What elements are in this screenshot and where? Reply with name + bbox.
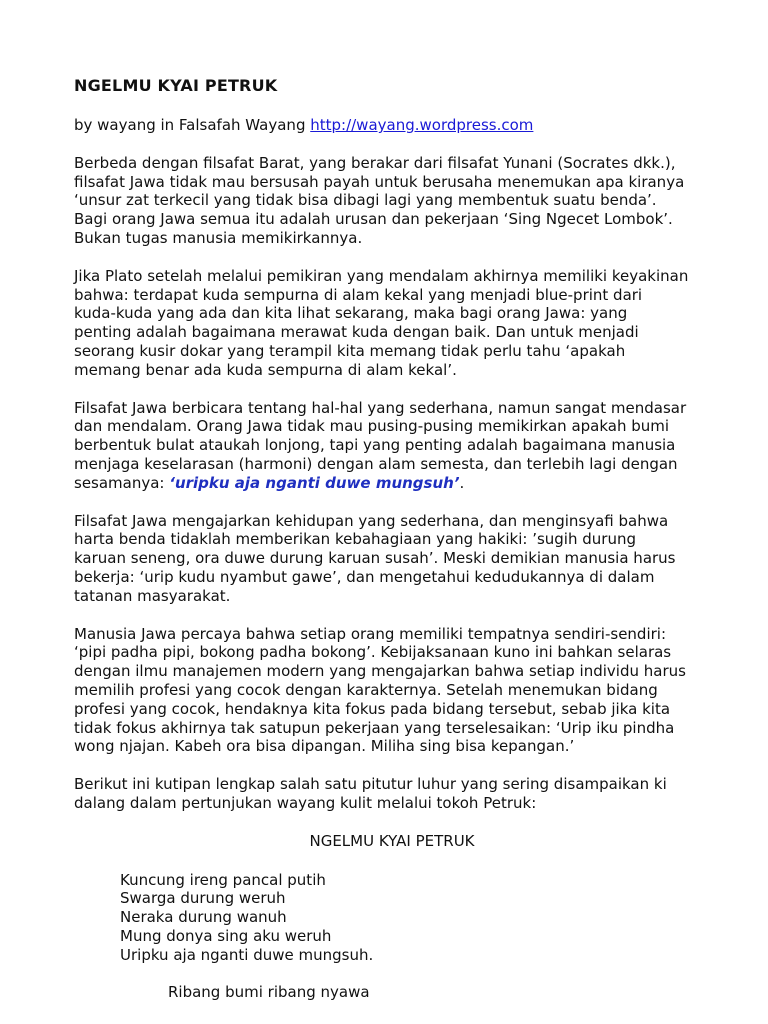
text-line: wong njajan. Kabeh ora bisa dipangan. Miliha sing bisa kepangan.’ bbox=[74, 737, 575, 756]
text-line: ‘unsur zat terkecil yang tidak bisa dibagi lagi yang membentuk suatu benda’. bbox=[74, 191, 657, 210]
paragraph-4 bbox=[74, 512, 734, 606]
text-line: penting adalah bagaimana merawat kuda dengan baik. Dan untuk menjadi bbox=[74, 323, 639, 342]
paragraph-6 bbox=[74, 775, 734, 813]
text-line: Bagi orang Jawa semua itu adalah urusan dan pekerjaan ‘Sing Ngecet Lombok’. bbox=[74, 210, 673, 229]
text-line: menjaga keselarasan (harmoni) dengan alam semesta, dan terlebih lagi dengan bbox=[74, 454, 678, 473]
byline-text: by wayang in Falsafah Wayang bbox=[74, 116, 311, 134]
text-line: harta benda tidaklah memberikan kebahagiaan yang hakiki: ’sugih durung bbox=[74, 530, 636, 549]
text-line: kuda-kuda yang ada dan kita lihat sekarang, maka bagi orang Jawa: yang bbox=[74, 304, 628, 323]
poem-line: Neraka durung wanuh bbox=[120, 908, 287, 927]
text-line: Jika Plato setelah melalui pemikiran yang mendalam akhirnya memiliki keyakinan bbox=[74, 266, 689, 285]
text-line: dengan ilmu manajemen modern yang mengajarkan bahwa setiap individu harus bbox=[74, 662, 686, 681]
text-line: Filsafat Jawa mengajarkan kehidupan yang sederhana, dan menginsyafi bahwa bbox=[74, 511, 669, 530]
text-line: tidak fokus akhirnya tak satupun pekerjaan yang terselesaikan: ‘Urip iku pindha bbox=[74, 718, 675, 737]
text-line: bekerja: ‘urip kudu nyambut gawe’, dan mengetahui kedudukannya di dalam bbox=[74, 567, 655, 586]
text-line: Manusia Jawa percaya bahwa setiap orang memiliki tempatnya sendiri-sendiri: bbox=[74, 624, 667, 643]
text-line: tatanan masyarakat. bbox=[74, 586, 231, 605]
paragraph-5 bbox=[74, 625, 734, 757]
text-line: memilih profesi yang cocok dengan karakternya. Setelah menemukan bidang bbox=[74, 680, 658, 699]
text-line: dalang dalam pertunjukan wayang kulit melalui tokoh Petruk: bbox=[74, 793, 537, 812]
paragraph-2 bbox=[74, 267, 734, 380]
text-fragment: . bbox=[459, 473, 465, 492]
text-line: seorang kusir dokar yang terampil kita memang tidak perlu tahu ‘apakah bbox=[74, 341, 626, 360]
poem-stanza-1 bbox=[120, 871, 734, 965]
text-line: filsafat Jawa tidak mau bersusah payah untuk berusaha menemukan apa kiranya bbox=[74, 172, 685, 191]
poem-line: Ribang bumi ribang nyawa bbox=[168, 983, 370, 1002]
text-line: Filsafat Jawa berbicara tentang hal-hal yang sederhana, namun sangat mendasar bbox=[74, 398, 687, 417]
text-line: ‘pipi padha pipi, bokong padha bokong’. Kebijaksanaan kuno ini bahkan selaras bbox=[74, 643, 672, 662]
text-line: Berbeda dengan filsafat Barat, yang berakar dari filsafat Yunani (Socrates dkk.), bbox=[74, 153, 676, 172]
text-fragment: sesamanya: bbox=[74, 473, 170, 492]
poem-line: Uripku aja nganti duwe mungsuh. bbox=[120, 945, 374, 964]
byline bbox=[74, 116, 734, 135]
document-page bbox=[74, 76, 734, 1002]
emphasized-quote: ‘uripku aja nganti duwe mungsuh’ bbox=[169, 473, 460, 492]
text-line: Bukan tugas manusia memikirkannya. bbox=[74, 228, 363, 247]
source-link[interactable]: http://wayang.wordpress.com bbox=[310, 116, 534, 134]
poem-stanza-2 bbox=[168, 983, 734, 1002]
text-line: Berikut ini kutipan lengkap salah satu pitutur luhur yang sering disampaikan ki bbox=[74, 775, 667, 794]
poem-line: Kuncung ireng pancal putih bbox=[120, 870, 326, 889]
poem-line: Swarga durung weruh bbox=[120, 889, 286, 908]
text-line: bahwa: terdapat kuda sempurna di alam kekal yang menjadi blue-print dari bbox=[74, 285, 643, 304]
poem-title: NGELMU KYAI PETRUK bbox=[309, 831, 475, 850]
paragraph-1 bbox=[74, 154, 734, 248]
text-line: profesi yang cocok, hendaknya kita fokus pada bidang tersebut, sebab jika kita bbox=[74, 699, 671, 718]
document-title: NGELMU KYAI PETRUK bbox=[74, 76, 278, 95]
text-line: berbentuk bulat ataukah lonjong, tapi yang penting adalah bagaimana manusia bbox=[74, 436, 676, 455]
text-line: karuan seneng, ora duwe durung karuan susah’. Meski demikian manusia harus bbox=[74, 549, 676, 568]
paragraph-3 bbox=[74, 399, 734, 493]
text-line: dan mendalam. Orang Jawa tidak mau pusing-pusing memikirkan apakah bumi bbox=[74, 417, 670, 436]
poem-line: Mung donya sing aku weruh bbox=[120, 926, 332, 945]
text-line: memang benar ada kuda sempurna di alam kekal’. bbox=[74, 360, 457, 379]
text-line-with-emphasis bbox=[74, 474, 734, 493]
